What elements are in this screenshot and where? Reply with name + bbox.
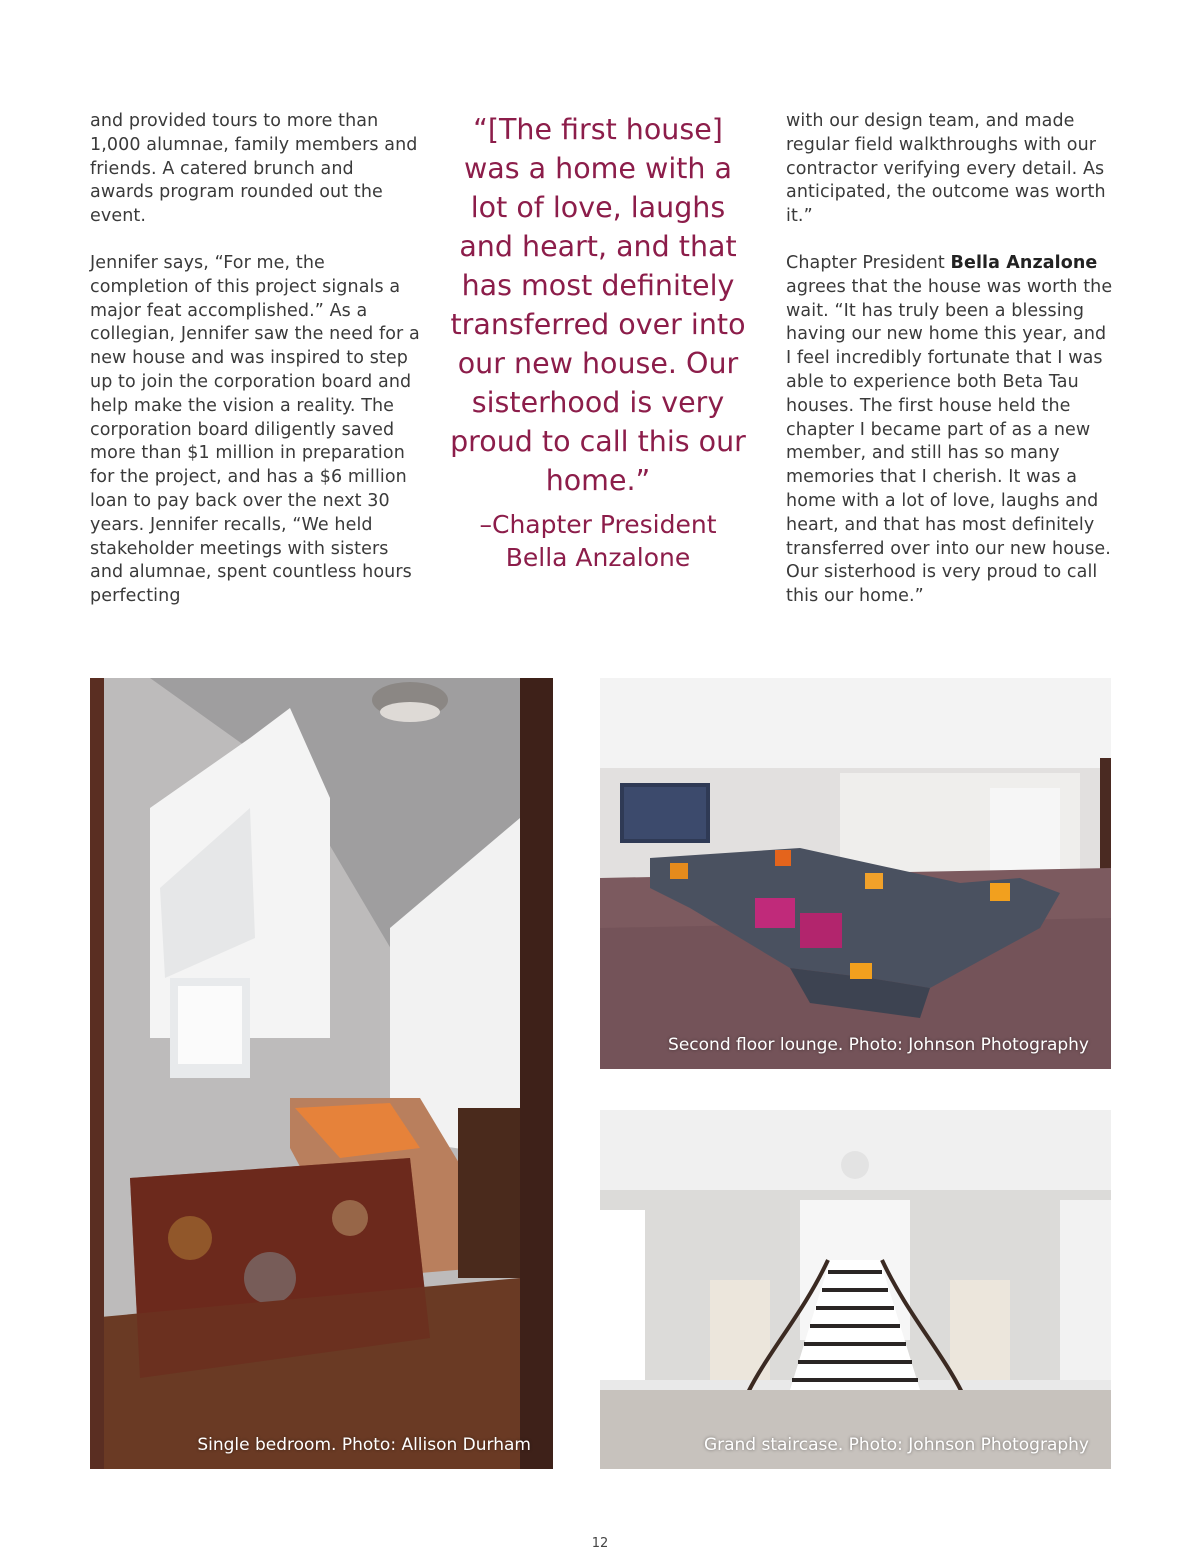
right-paragraph-1: with our design team, and made regular field walkthroughs with our contractor verifying every detail. As anticipated, the outcome was worth it.”	[786, 111, 1106, 227]
pull-quote	[445, 110, 751, 574]
bedroom-image	[90, 678, 553, 1469]
lounge-caption: Second floor lounge. Photo: Johnson Photography	[668, 1035, 1089, 1055]
right-paragraph-2-intro: Chapter President	[786, 252, 951, 273]
lounge-image	[600, 678, 1111, 1069]
page-number: 12	[591, 1536, 609, 1551]
right-text-column	[786, 110, 1116, 609]
left-paragraph-2: Jennifer says, “For me, the completion of this project signals a major feat accomplished.” As a collegian, Jennifer saw the need for a new house and was inspired to step up to join the corporation board and help make the vision a reality. The corporation board diligently saved more than $1 million in preparation for the project, and has a $6 million loan to pay back over the next 30 years. Jennifer recalls, “We held stakeholder meetings with sisters and alumnae, spent countless hours perfecting	[90, 252, 420, 607]
staircase-caption: Grand staircase. Photo: Johnson Photography	[703, 1435, 1089, 1455]
bedroom-caption: Single bedroom. Photo: Allison Durham	[197, 1435, 531, 1455]
lounge-photo	[600, 678, 1111, 1069]
attribution-title: –Chapter President	[479, 510, 717, 539]
president-name: Bella Anzalone	[950, 252, 1098, 273]
staircase-image	[600, 1110, 1111, 1469]
right-paragraph-2-body: agrees that the house was worth the wait. “It has truly been a blessing having our new home this year, and I feel incredibly fortunate that I was able to experience both Beta Tau houses. The first house held the chapter I became part of as a new member, and still has so many memories that I cherish. It was a home with a lot of love, laughs and heart, and that has most definitely transferred over into our new house. Our sisterhood is very proud to call this our home.”	[786, 276, 1113, 607]
staircase-photo	[600, 1110, 1111, 1469]
bedroom-photo	[90, 678, 553, 1469]
pull-quote-attribution	[445, 508, 751, 574]
left-text-column	[90, 110, 420, 609]
attribution-name: Bella Anzalone	[505, 543, 691, 572]
pull-quote-text: “[The first house] was a home with a lot of love, laughs and heart, and that has most definitely transferred over into our new house. Our sisterhood is very proud to call this our home.”	[450, 113, 746, 497]
right-paragraph-2	[786, 252, 1116, 609]
left-paragraph-1: and provided tours to more than 1,000 alumnae, family members and friends. A catered brunch and awards program rounded out the event.	[90, 111, 418, 227]
